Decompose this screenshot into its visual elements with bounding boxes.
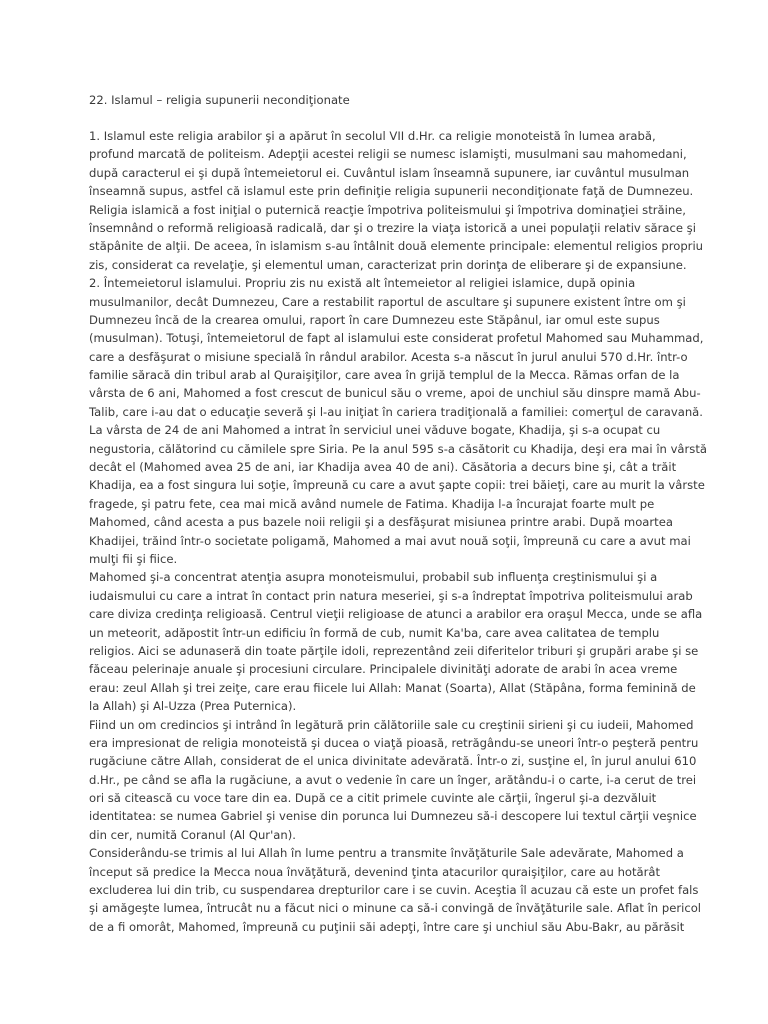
paragraph (89, 127, 708, 274)
text-line: făceau pelerinaje anuale şi procesiuni circulare. Principalele divinităţi adorate de arabi în acea vreme (89, 662, 678, 677)
text-line: era impresionat de religia monoteistă şi ducea o viaţă pioasă, retrăgându-se uneori într-o peşteră pentru (89, 735, 699, 750)
paragraph (89, 274, 708, 568)
text-line: excluderea lui din trib, cu suspendarea drepturilor care i se cuvin. Aceştia îl acuzau că este un profet fals (89, 883, 699, 898)
text-line: însemnând o reformă religioasă radicală, dar şi o trezire la viaţa istorică a unei populaţii relativ sărace şi (89, 220, 696, 235)
text-line: Fiind un om credincios şi intrând în legătură prin călătoriile sale cu creştinii sirieni şi cu iudeii, Mahomed (89, 717, 694, 732)
text-line: început să predice la Mecca noua învăţătură, devenind ţinta atacurilor quraişiţilor, care au hotărât (89, 864, 661, 879)
text-line: rugăciune către Allah, considerat de el unica divinitate adevărată. Într-o zi, susţine el, în jurul anului 610 (89, 754, 697, 769)
paragraph (89, 844, 708, 936)
text-line: 2. Întemeietorul islamului. Propriu zis nu există alt întemeietor al religiei islamice, după opinia (89, 276, 636, 291)
text-line: ori să citească cu voce tare din ea. După ce a citit primele cuvinte ale cărţii, îngerul şi-a dezvăluit (89, 791, 657, 806)
text-line: un meteorit, adăpostit într-un edificiu în formă de cub, numit Ka'ba, care avea calitatea de templu (89, 625, 660, 640)
document-body (89, 127, 708, 936)
text-line: Considerându-se trimis al lui Allah în lume pentru a transmite învăţăturile Sale adevărate, Mahomed a (89, 846, 684, 861)
text-line: din cer, numită Coranul (Al Qur'an). (89, 827, 296, 842)
text-line: Mahomed şi-a concentrat atenţia asupra monoteismului, probabil sub influenţa creştinismului şi a (89, 570, 658, 585)
paragraph (89, 716, 708, 845)
text-line: după caracterul ei şi după întemeietorul ei. Cuvântul islam înseamnă supunere, iar cuvântul musulman (89, 165, 690, 180)
text-line: stăpânite de alţii. De aceea, în islamism s-au întâlnit două elemente principale: elementul religios propriu (89, 239, 704, 254)
text-line: musulmanilor, decât Dumnezeu, Care a restabilit raportul de ascultare şi supunere existent între om şi (89, 294, 686, 309)
text-line: care diviza credinţa religioasă. Centrul vieţii religioase de atunci a arabilor era oraşul Mecca, unde se afla (89, 607, 703, 622)
text-line: profund marcată de politeism. Adepţii acestei religii se numesc islamişti, musulmani sau mahomedani, (89, 147, 687, 162)
text-line: înseamnă supus, astfel că islamul este prin definiţie religia supunerii necondiţionate faţă de Dumnezeu. (89, 184, 694, 199)
text-line: Religia islamică a fost iniţial o puternică reacţie împotriva politeismului şi împotriva dominaţiei străine, (89, 202, 686, 217)
paragraph (89, 568, 708, 715)
text-line: familie săracă din tribul arab al Quraişiţilor, care avea în grijă templul de la Mecca. Rămas orfan de la (89, 368, 680, 383)
text-line: negustoria, călătorind cu cămilele spre Siria. Pe la anul 595 s-a căsătorit cu Khadija, deşi era mai în vârstă (89, 441, 707, 456)
text-line: erau: zeul Allah şi trei zeiţe, care erau fiicele lui Allah: Manat (Soarta), Allat (Stăpâna, forma feminină de (89, 680, 696, 695)
text-line: la Allah) şi Al-Uzza (Prea Puternica). (89, 699, 297, 714)
section-title: 22. Islamul – religia supunerii necondiţionate (89, 93, 350, 107)
text-line: şi amăgeşte lumea, întrucât nu a făcut nici o minune ca să-i convingă de învăţăturile sale. Aflat în pericol (89, 901, 702, 916)
text-line: Khadija, ea a fost singura lui soţie, împreună cu care a avut şapte copii: trei băieţi, care au murit la vârste (89, 478, 705, 493)
text-line: de a fi omorât, Mahomed, împreună cu puţinii săi adepţi, între care şi unchiul său Abu-Bakr, au părăsit (89, 919, 685, 934)
text-line: iudaismului cu care a intrat în contact prin natura meseriei, şi s-a îndreptat împotriva politeismului arab (89, 588, 693, 603)
text-line: Mahomed, când acesta a pus bazele noii religii şi a desfăşurat misiunea printre arabi. După moartea (89, 515, 673, 530)
text-line: 1. Islamul este religia arabilor şi a apărut în secolul VII d.Hr. ca religie monoteistă în lumea arabă, (89, 129, 656, 143)
text-line: vârsta de 6 ani, Mahomed a fost crescut de bunicul său o vreme, apoi de unchiul său dinspre mamă Abu- (89, 386, 701, 401)
text-line: Dumnezeu încă de la crearea omului, raport în care Dumnezeu este Stăpânul, iar omul este supus (89, 312, 660, 327)
text-line: religios. Aici se adunaseră din toate părţile idoli, reprezentând zeii diferitelor triburi şi grupări arabe şi se (89, 643, 699, 658)
text-line: La vârsta de 24 de ani Mahomed a intrat în serviciul unei văduve bogate, Khadija, şi s-a ocupat cu (89, 423, 661, 438)
text-line: fragede, şi patru fete, cea mai mică având numele de Fatima. Khadija l-a încurajat foarte mult pe (89, 496, 655, 511)
text-line: care a desfăşurat o misiune specială în rândul arabilor. Acesta s-a născut în jurul anului 570 d.Hr. într-o (89, 349, 688, 364)
text-line: identitatea: se numea Gabriel şi venise din porunca lui Dumnezeu să-i descopere lui textul cărţii veşnice (89, 809, 697, 824)
text-line: Khadijei, trăind într-o societate poligamă, Mahomed a mai avut nouă soţii, împreună cu care a avut mai (89, 533, 691, 548)
text-line: zis, considerat ca revelaţie, şi elementul uman, caracterizat prin dorinţa de eliberare şi de expansiune. (89, 257, 687, 272)
text-line: decât el (Mahomed avea 25 de ani, iar Khadija avea 40 de ani). Căsătoria a decurs bine şi, cât a trăit (89, 460, 677, 475)
text-line: d.Hr., pe când se afla la rugăciune, a avut o vedenie în care un înger, arătându-i o carte, i-a cerut de trei (89, 772, 697, 787)
text-line: Talib, care i-au dat o educaţie severă şi l-au iniţiat în cariera tradiţională a familiei: comerţul de caravană. (89, 404, 703, 419)
text-line: mulţi fii şi fiice. (89, 551, 178, 566)
text-line: (musulman). Totuşi, întemeietorul de fapt al islamului este considerat profetul Mahomed sau Muhammad, (89, 331, 704, 346)
